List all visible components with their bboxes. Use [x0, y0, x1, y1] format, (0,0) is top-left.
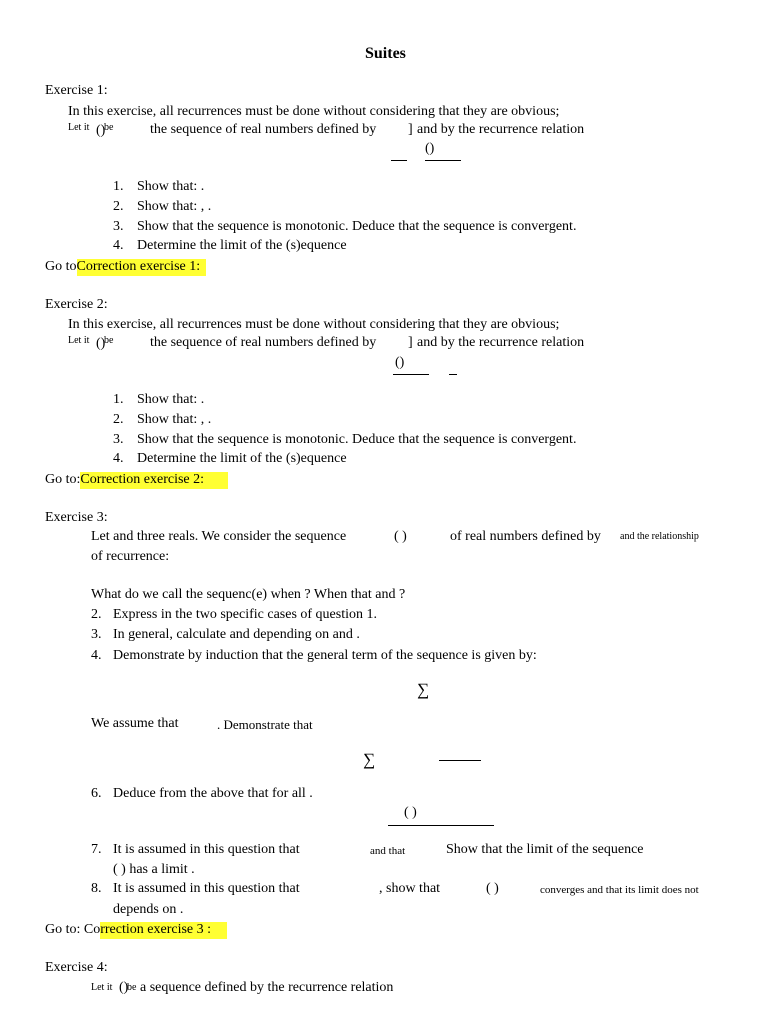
exercise-2-bracket: ]: [408, 335, 413, 350]
exercise-1-item-1: Show that: .: [137, 179, 205, 194]
list-item-number: 7.: [91, 842, 102, 857]
list-item-number: 3.: [91, 627, 102, 642]
exercise-3-question-8c: ( ): [486, 881, 499, 896]
goto-prefix: Go to: [45, 259, 77, 274]
correction-exercise-2-link[interactable]: Correction exercise 2:: [80, 472, 228, 489]
list-item-number: 6.: [91, 786, 102, 801]
exercise-3-question-6: Deduce from the above that for all .: [113, 786, 313, 801]
exercise-1-intro: In this exercise, all recurrences must be done without considering that they are obvious;: [68, 104, 560, 119]
exercise-1-item-4: Determine the limit of the (s)equence: [137, 238, 347, 253]
goto-correction-2: [45, 472, 228, 489]
exercise-3-question-5b: . Demonstrate that: [217, 717, 313, 732]
exercise-4-let: Let it: [91, 982, 113, 993]
exercise-2-paren: (): [96, 336, 106, 351]
exercise-2-item-3: Show that the sequence is monotonic. Deduce that the sequence is convergent.: [137, 432, 577, 447]
exercise-3-question-8b: , show that: [379, 881, 441, 896]
exercise-3-question-7a: It is assumed in this question that: [113, 842, 300, 857]
goto-prefix: Go to:: [45, 472, 81, 487]
exercise-1-item-3: Show that the sequence is monotonic. Deduce that the sequence is convergent.: [137, 219, 577, 234]
exercise-2-intro: In this exercise, all recurrences must be done without considering that they are obvious;: [68, 317, 560, 332]
exercise-1-bracket: ]: [408, 122, 413, 137]
fraction-bar: [393, 374, 429, 375]
exercise-3-question-3: In general, calculate and depending on and .: [113, 627, 360, 642]
list-item-number: 8.: [91, 881, 102, 896]
exercise-1-let: Let it: [68, 122, 90, 133]
exercise-3-question-7-line2: ( ) has a limit .: [113, 862, 195, 877]
exercise-4-be: be: [127, 982, 137, 993]
exercise-3-question-8-line2: depends on .: [113, 902, 184, 917]
list-item-number: 4.: [113, 238, 124, 253]
sigma-symbol: ∑: [363, 750, 376, 769]
fraction-bar: [425, 160, 461, 161]
exercise-2-be: be: [104, 335, 114, 346]
goto-correction-1: [45, 259, 206, 276]
exercise-3-question-8d: converges and that its limit does not: [540, 884, 699, 896]
exercise-3-line1: Let and three reals. We consider the sequence: [91, 529, 347, 544]
list-item-number: 4.: [91, 648, 102, 663]
exercise-4-heading: Exercise 4:: [45, 960, 108, 975]
exercise-4-text: a sequence defined by the recurrence relation: [140, 980, 394, 995]
exercise-3-question-7c: Show that the limit of the sequence: [446, 842, 644, 857]
page-title: Suites: [365, 45, 406, 62]
list-item-number: 4.: [113, 451, 124, 466]
exercise-2-let: Let it: [68, 335, 90, 346]
exercise-3-defined-by: of real numbers defined by: [450, 529, 601, 544]
exercise-3-paren: ( ): [394, 529, 407, 544]
exercise-2-definition: the sequence of real numbers defined by: [150, 335, 377, 350]
exercise-1-definition: the sequence of real numbers defined by: [150, 122, 377, 137]
exercise-3-line2: of recurrence:: [91, 549, 170, 564]
exercise-1-item-2: Show that: , .: [137, 199, 212, 214]
exercise-1-formula-paren: (): [425, 141, 435, 156]
exercise-2-item-4: Determine the limit of the (s)equence: [137, 451, 347, 466]
exercise-1-heading: Exercise 1:: [45, 83, 108, 98]
correction-exercise-3-link[interactable]: rrection exercise 3 :: [100, 922, 227, 939]
sigma-symbol: ∑: [417, 680, 430, 699]
list-item-number: 2.: [91, 607, 102, 622]
exercise-3-question-2: Express in the two specific cases of question 1.: [113, 607, 377, 622]
exercise-3-question-8a: It is assumed in this question that: [113, 881, 300, 896]
exercise-3-question-5a: We assume that: [91, 716, 179, 731]
correction-exercise-1-link[interactable]: Correction exercise 1:: [77, 259, 207, 276]
list-item-number: 1.: [113, 392, 124, 407]
exercise-1-be: be: [104, 122, 114, 133]
list-item-number: 2.: [113, 412, 124, 427]
exercise-3-relationship: and the relationship: [620, 531, 699, 542]
goto-prefix: Go to: Co: [45, 922, 101, 937]
exercise-3-question-4: Demonstrate by induction that the general term of the sequence is given by:: [113, 648, 537, 663]
exercise-2-item-1: Show that: .: [137, 392, 205, 407]
exercise-2-relation: and by the recurrence relation: [417, 335, 585, 350]
fraction-bar: [388, 825, 494, 826]
list-item-number: 3.: [113, 432, 124, 447]
exercise-2-formula-paren: (): [395, 355, 405, 370]
fraction-bar: [449, 374, 457, 375]
exercise-3-formula-6: ( ): [404, 805, 417, 820]
exercise-3-question-1: What do we call the sequenc(e) when ? When that and ?: [91, 587, 406, 602]
exercise-3-heading: Exercise 3:: [45, 510, 108, 525]
list-item-number: 1.: [113, 179, 124, 194]
fraction-bar: [391, 160, 407, 161]
fraction-bar: [439, 760, 481, 761]
list-item-number: 2.: [113, 199, 124, 214]
exercise-2-item-2: Show that: , .: [137, 412, 212, 427]
exercise-1-relation: and by the recurrence relation: [417, 122, 585, 137]
exercise-4-paren: (): [119, 980, 129, 995]
exercise-2-heading: Exercise 2:: [45, 297, 108, 312]
list-item-number: 3.: [113, 219, 124, 234]
exercise-1-paren: (): [96, 123, 106, 138]
exercise-3-question-7b: and that: [370, 845, 406, 857]
goto-correction-3: [45, 922, 227, 939]
